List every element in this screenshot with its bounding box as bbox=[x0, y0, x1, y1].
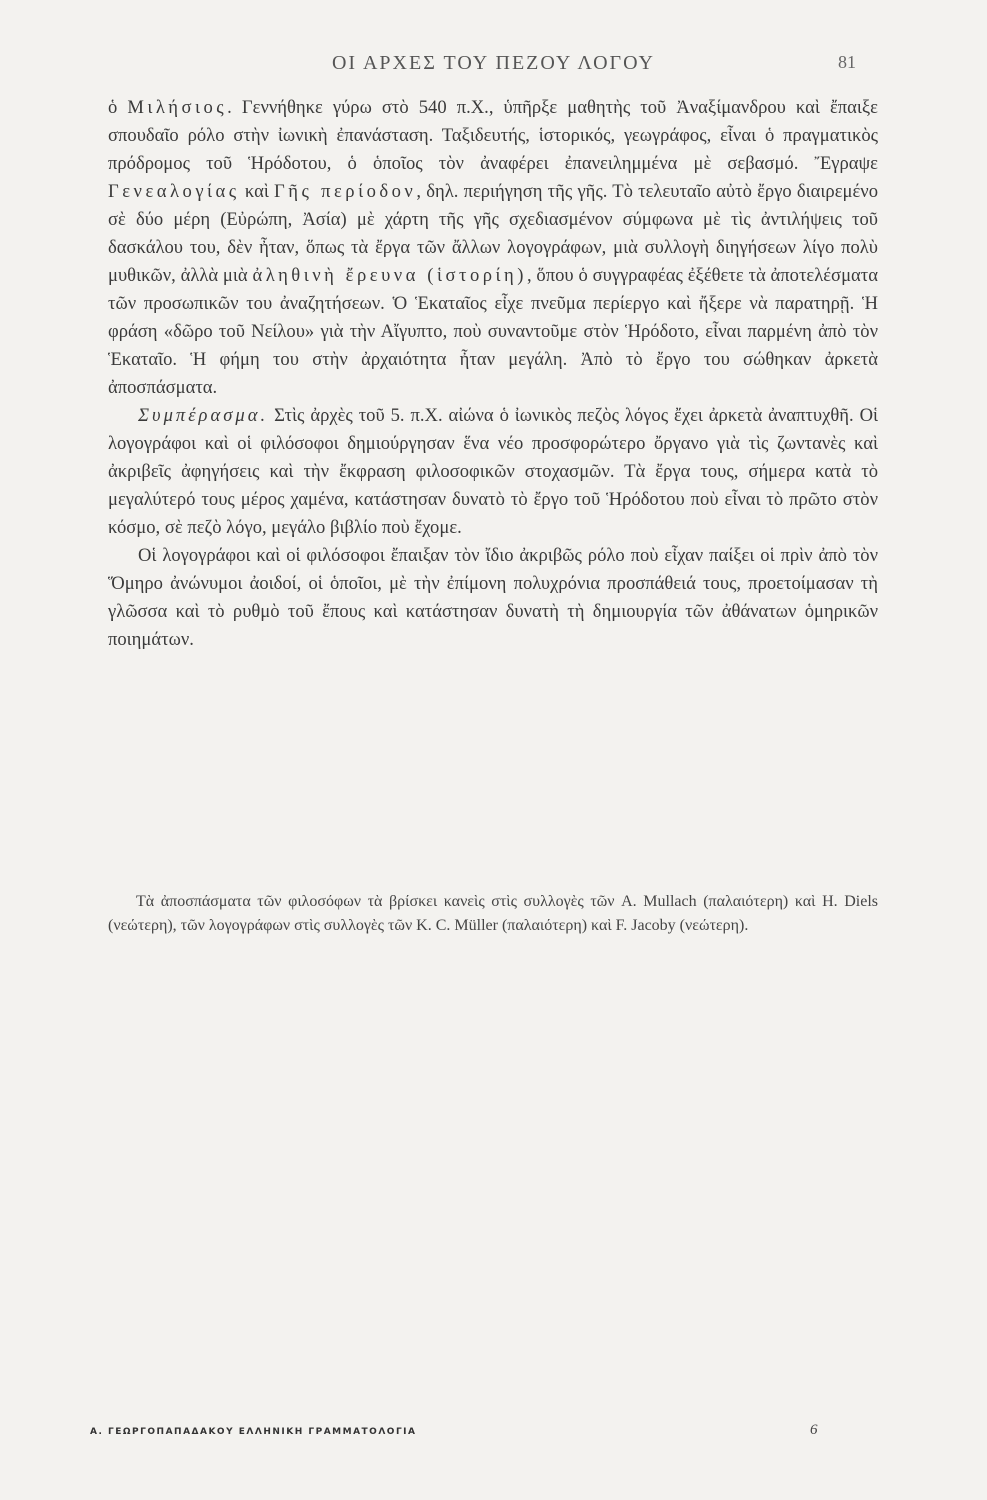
running-title: ΟΙ ΑΡΧΕΣ ΤΟΥ ΠΕΖΟΥ ΛΟΓΟΥ bbox=[331, 52, 655, 74]
emphasized-term: Γῆς περίοδον bbox=[274, 181, 417, 202]
text-run: Οἱ λογογράφοι καὶ οἱ φιλόσοφοι ἔπαιξαν τὸν ἴδιο ἀκριβῶς ρόλο ποὺ εἶχαν παίξει οἱ πρὶν ἀπὸ τὸν Ὅμηρο ἀνώνυμοι ἀοιδοί, οἱ ὁποῖοι, μὲ τὴν ἐπίμονη πολυχρόνια προσπάθειά τους, προετοίμασαν τὴ γλῶσσα καὶ τὸ ρυθμὸ τοῦ ἔπους καὶ κατάστησαν δυνατὴ τὴ δημιουργία τῶν ἀθάνατων ὁμηρικῶν ποιημάτων. bbox=[108, 545, 878, 650]
text-run: ὁ bbox=[108, 97, 128, 118]
emphasized-term: ἀληθινὴ ἔρευνα (ἱστορίη) bbox=[252, 265, 527, 286]
signature-mark: 6 bbox=[810, 1422, 818, 1438]
text-run: , ὅπου ὁ συγγραφέας ἐξέθετε τὰ ἀποτελέσματα τῶν προσωπικῶν του ἀναζητήσεων. Ὁ Ἑκαταῖος εἶχε πνεῦμα περίεργο καὶ ἤξερε νὰ παρατηρῇ. Ἡ φράση «δῶρο τοῦ Νείλου» γιὰ τὴν Αἴγυπτο, ποὺ συναντοῦμε στὸν Ἡρόδοτο, εἶναι παρμένη ἀπὸ τὸν Ἑκαταῖο. Ἡ φήμη του στὴν ἀρχαιότητα ἦταν μεγάλη. Ἀπὸ τὸ ἔργο του σώθηκαν ἀρκετὰ ἀποσπάσματα. bbox=[108, 265, 879, 398]
footnote: Τὰ ἀποσπάσματα τῶν φιλοσόφων τὰ βρίσκει κανεὶς στὶς συλλογὲς τῶν A. Mullach (παλαιότερη) καὶ H. Diels (νεώτερη), τῶν λογογράφων στὶς συλλογὲς τῶν K. C. Müller (παλαιότερη) καὶ F. Jacoby (νεώτερη). bbox=[108, 893, 878, 934]
paragraph bbox=[108, 542, 878, 654]
page-number: 81 bbox=[838, 52, 856, 72]
text-run: , δηλ. περιήγηση τῆς γῆς. Τὸ τελευταῖο αὐτὸ ἔργο διαιρεμένο σὲ δύο μέρη (Εὐρώπη, Ἀσία) μὲ χάρτη τῆς γῆς σχεδιασμένον σύμφωνα μὲ τὶς ἀντιλήψεις τοῦ δασκάλου του, δὲν ἦταν, ὅπως τὰ ἔργα τῶν ἄλλων λογογράφων, μιὰ συλλογὴ διηγήσεων λίγο πολὺ μυθικῶν, ἀλλὰ μιὰ bbox=[108, 181, 878, 286]
text-run: . Γεννήθηκε γύρω στὸ 540 π.Χ., ὑπῆρξε μαθητὴς τοῦ Ἀναξίμανδρου καὶ ἔπαιξε σπουδαῖο ρόλο στὴν ἰωνικὴ ἐπανάσταση. Ταξιδευτής, ἱστορικός, γεωγράφος, εἶναι ὁ πραγματικὸς πρόδρομος τοῦ Ἡρόδοτου, ὁ ὁποῖος τὸν ἀναφέρει ἐπανειλημμένα μὲ σεβασμό. Ἔγραψε bbox=[108, 97, 878, 174]
text-run: Στὶς ἀρχὲς τοῦ 5. π.Χ. αἰώνα ὁ ἰωνικὸς πεζὸς λόγος ἔχει ἀρκετὰ ἀναπτυχθῆ. Οἱ λογογράφοι καὶ οἱ φιλόσοφοι δημιούργησαν ἕνα νέο προσφορώτερο ὄργανο γιὰ τὶς ζωντανὲς καὶ ἀκριβεῖς ἀφηγήσεις καὶ τὴν ἔκφραση φιλοσοφικῶν στοχασμῶν. Τὰ ἔργα τους, σήμερα κατὰ τὸ μεγαλύτερό τους μέρος χαμένα, κατάστησαν δυνατὸ τὸ ἔργο τοῦ Ἡρόδοτου ποὺ εἶναι τὸ πρῶτο στὸν κόσμο, σὲ πεζὸ λόγο, μεγάλο βιβλίο ποὺ ἔχομε. bbox=[108, 405, 878, 538]
body-text bbox=[108, 94, 878, 654]
paragraph bbox=[108, 402, 878, 542]
emphasized-term: Συμπέρασμα. bbox=[138, 405, 269, 426]
printer-imprint: Α. ΓΕΩΡΓΟΠΑΠΑΔΑΚΟΥ ΕΛΛΗΝΙΚΗ ΓΡΑΜΜΑΤΟΛΟΓΙΑ bbox=[90, 1427, 417, 1437]
paragraph bbox=[108, 94, 878, 402]
emphasized-term: Γενεαλογίας bbox=[108, 181, 240, 202]
emphasized-term: Μιλήσιος bbox=[127, 97, 228, 118]
text-run: καὶ bbox=[239, 181, 275, 202]
